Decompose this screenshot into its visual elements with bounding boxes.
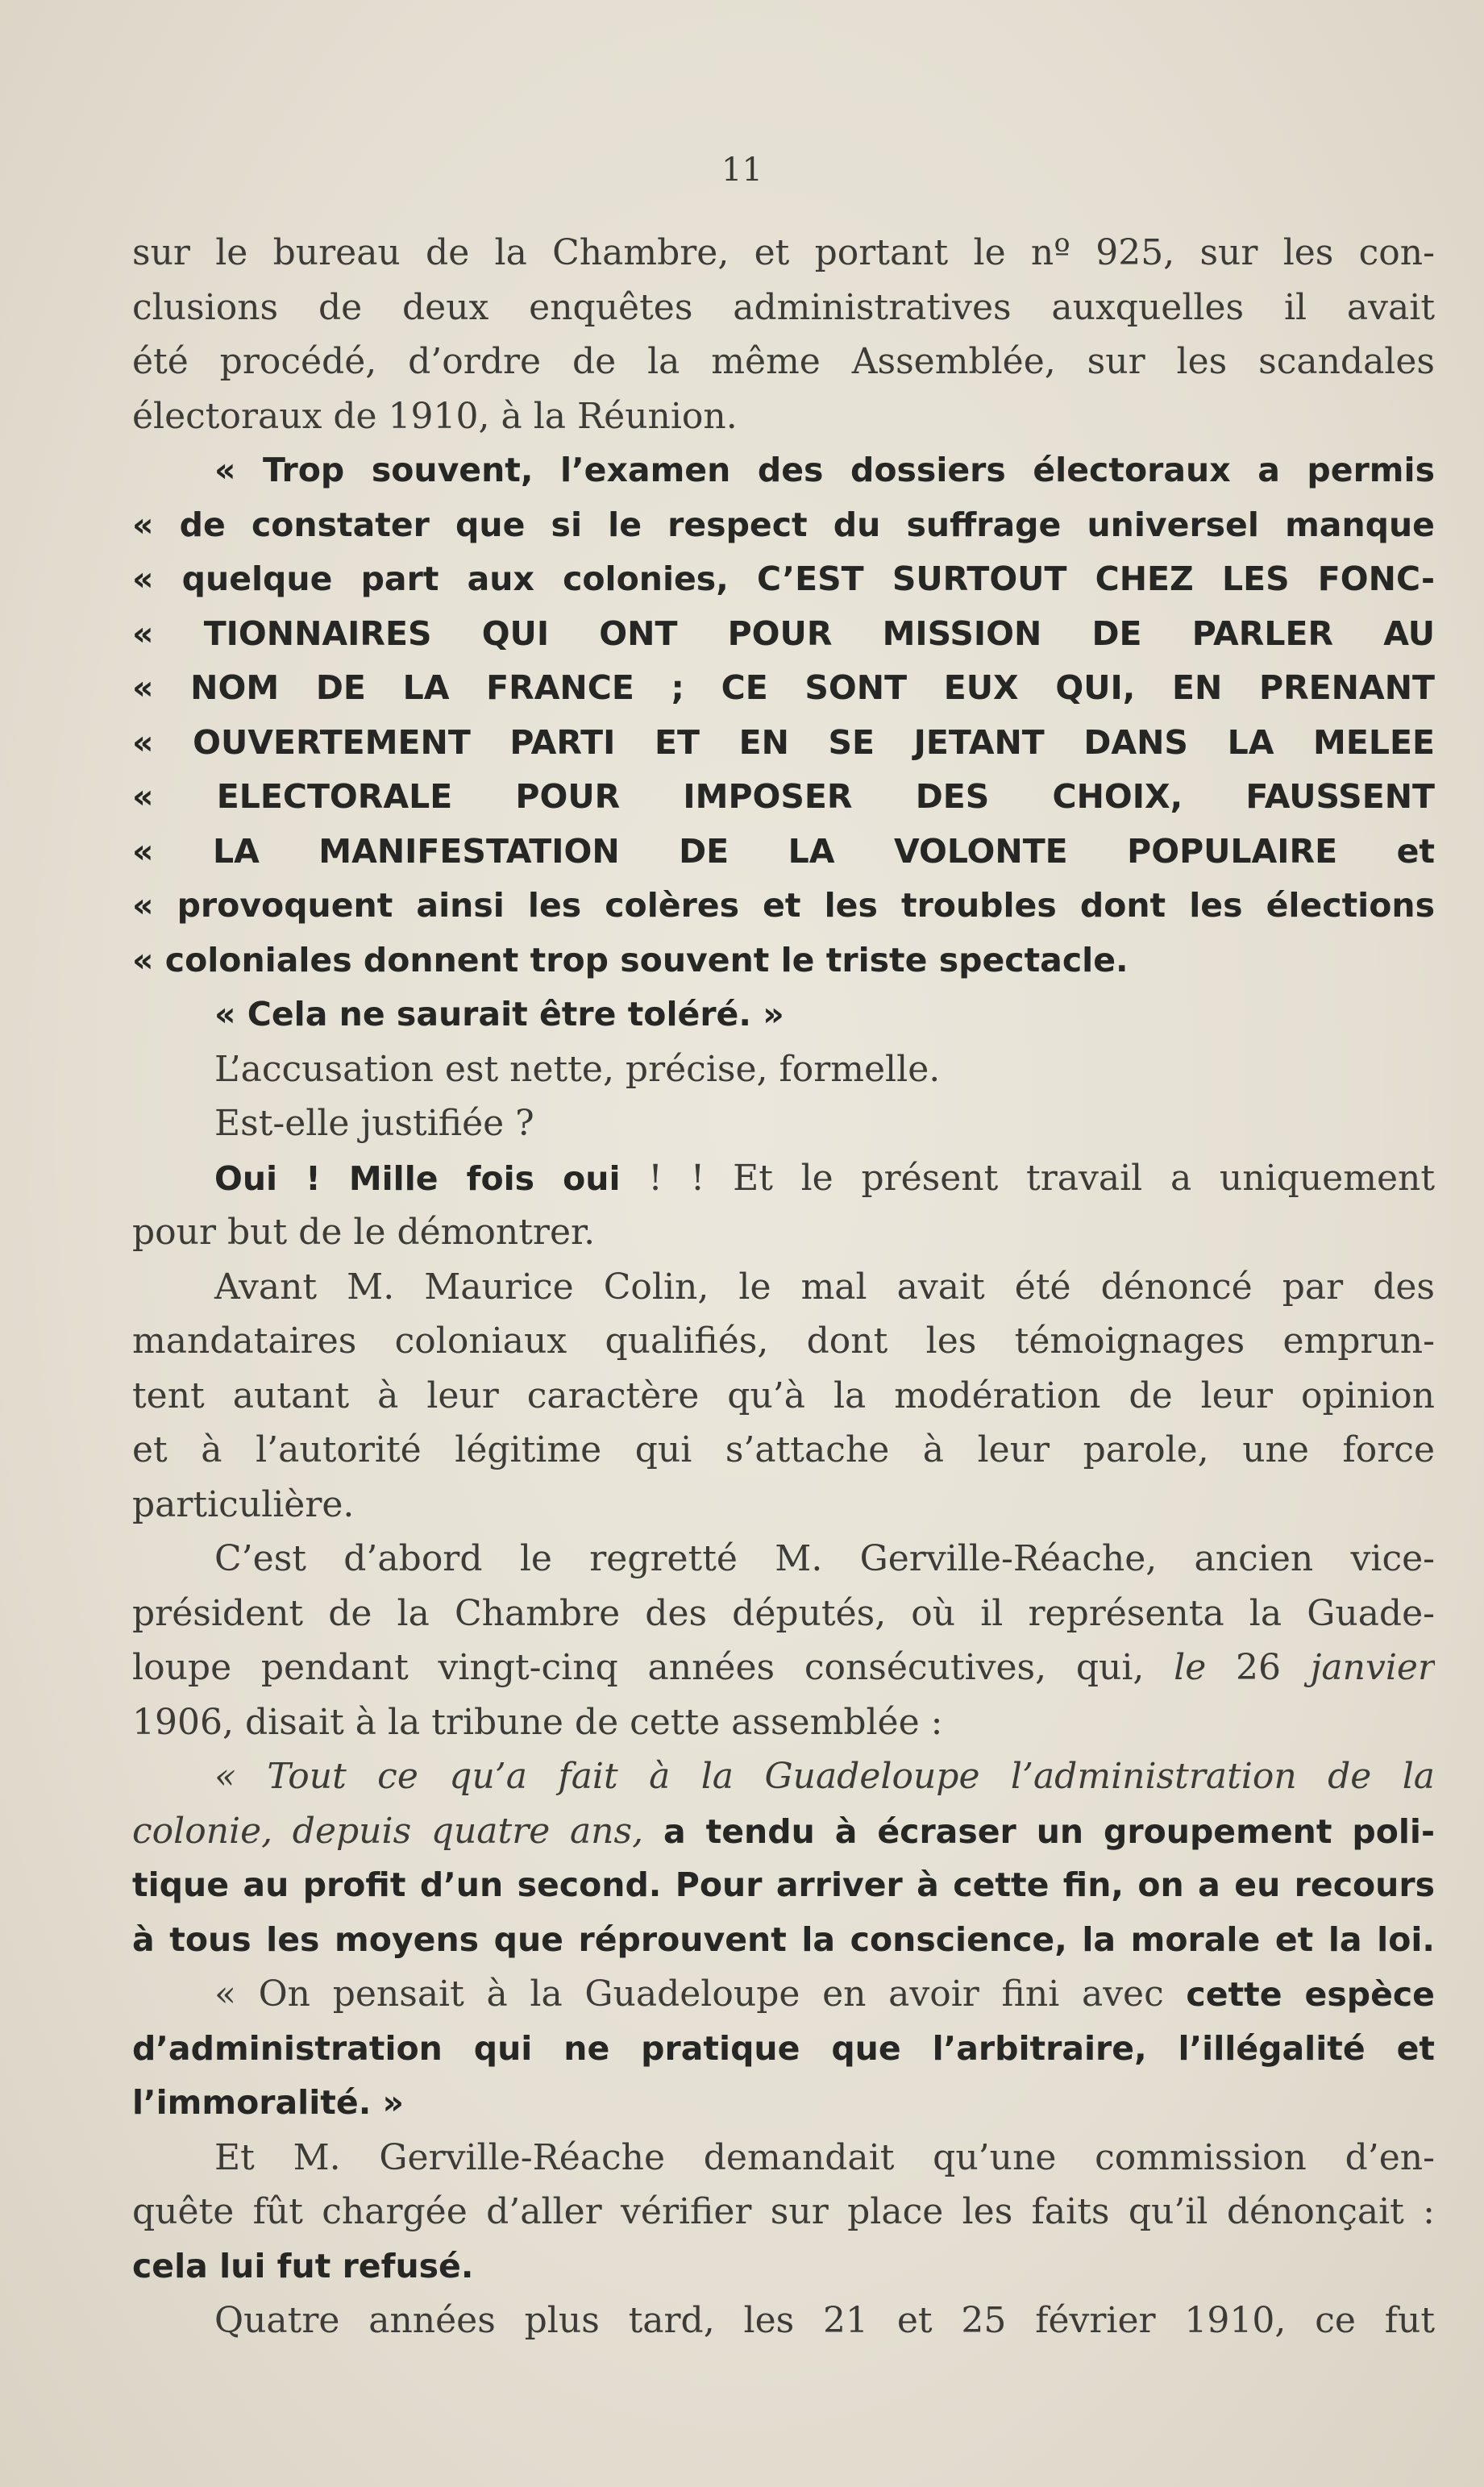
text-line: loupe pendant vingt-cinq années consécutives, qui, le 26 janvier [132,1647,1435,1688]
text-line: « provoquent ainsi les colères et les troubles dont les élections [132,886,1435,925]
text-line: « de constater que si le respect du suffrage universel manque [132,505,1435,544]
line-text: ! ! Et le présent travail a uniquement [620,1157,1435,1199]
text-line: électoraux de 1910, à la Réunion. [132,395,738,437]
italic-text: « Tout ce qu’a fait à la Guadeloupe l’administration de la [214,1756,1435,1797]
text-line: à tous les moyens que réprouvent la conscience, la morale et la loi. [132,1919,1435,1959]
text-line: « quelque part aux colonies, C’EST SURTOUT CHEZ LES FONC- [132,559,1435,598]
bold-text: a tendu à écraser un groupement poli- [643,1811,1435,1851]
text-line: « Trop souvent, l’examen des dossiers électoraux a permis [214,451,1435,489]
text-line: clusions de deux enquêtes administratives auxquelles il avait [132,286,1435,328]
text-line: pour but de le démontrer. [132,1212,596,1253]
text-line [132,1749,1435,1804]
text-line: tent autant à leur caractère qu’à la modération de leur opinion [132,1375,1435,1416]
text-line: été procédé, d’ordre de la même Assemblée, sur les scandales [132,341,1435,382]
text-line: sur le bureau de la Chambre, et portant le nº 925, sur les con- [132,232,1435,273]
text-line: d’administration qui ne pratique que l’arbitraire, l’illégalité et [132,2028,1435,2068]
emphasis-text: Oui ! Mille fois oui [214,1158,621,1198]
italic-text: colonie, depuis quatre ans, [132,1810,644,1852]
text-line: particulière. [132,1483,355,1525]
text-line: L’accusation est nette, précise, formelle. [214,1048,941,1090]
text-line: « TIONNAIRES QUI ONT POUR MISSION DE PARLER AU [132,613,1435,653]
text-line: cela lui fut refusé. [132,2246,474,2285]
serif-text: « On pensait à la Guadeloupe en avoir fini avec [214,1973,1187,2015]
text-line: mandataires coloniaux qualifiés, dont les témoignages emprun- [132,1320,1435,1362]
text-line: quête fût chargée d’aller vérifier sur place les faits qu’il dénonçait : [132,2191,1435,2232]
page-number: 11 [721,152,763,189]
text-line: « OUVERTEMENT PARTI ET EN SE JETANT DANS LA MELEE [132,722,1435,762]
bold-text: cette espèce [1186,1975,1435,2014]
text-line: et à l’autorité légitime qui s’attache à leur parole, une force [132,1429,1435,1470]
text-line: Avant M. Maurice Colin, le mal avait été dénoncé par des [214,1266,1435,1308]
text-line: 1906, disait à la tribune de cette assemblée : [132,1701,943,1743]
text-line: président de la Chambre des députés, où il représenta la Guade- [132,1592,1435,1634]
text-line [132,1967,1435,2022]
text-line: Et M. Gerville-Réache demandait qu’une commission d’en- [214,2136,1435,2178]
text-line: « NOM DE LA FRANCE ; CE SONT EUX QUI, EN PRENANT [132,668,1435,707]
text-line: « Cela ne saurait être toléré. » [214,995,784,1033]
text-line: C’est d’abord le regretté M. Gerville-Réache, ancien vice- [214,1538,1435,1579]
text-line: « LA MANIFESTATION DE LA VOLONTE POPULAIRE et [132,831,1435,871]
text-line: « ELECTORALE POUR IMPOSER DES CHOIX, FAUSSENT [132,777,1435,816]
body-text [132,226,1435,2348]
text-line: Est-elle justifiée ? [214,1103,534,1144]
text-line: l’immoralité. » [132,2083,405,2122]
text-line [132,1151,1435,1206]
text-line: Quatre années plus tard, les 21 et 25 février 1910, ce fut [214,2300,1435,2341]
text-line: tique au profit d’un second. Pour arriver à cette fin, on a eu recours [132,1865,1435,1904]
text-line [132,1804,1435,1859]
text-line: « coloniales donnent trop souvent le triste spectacle. [132,940,1129,979]
